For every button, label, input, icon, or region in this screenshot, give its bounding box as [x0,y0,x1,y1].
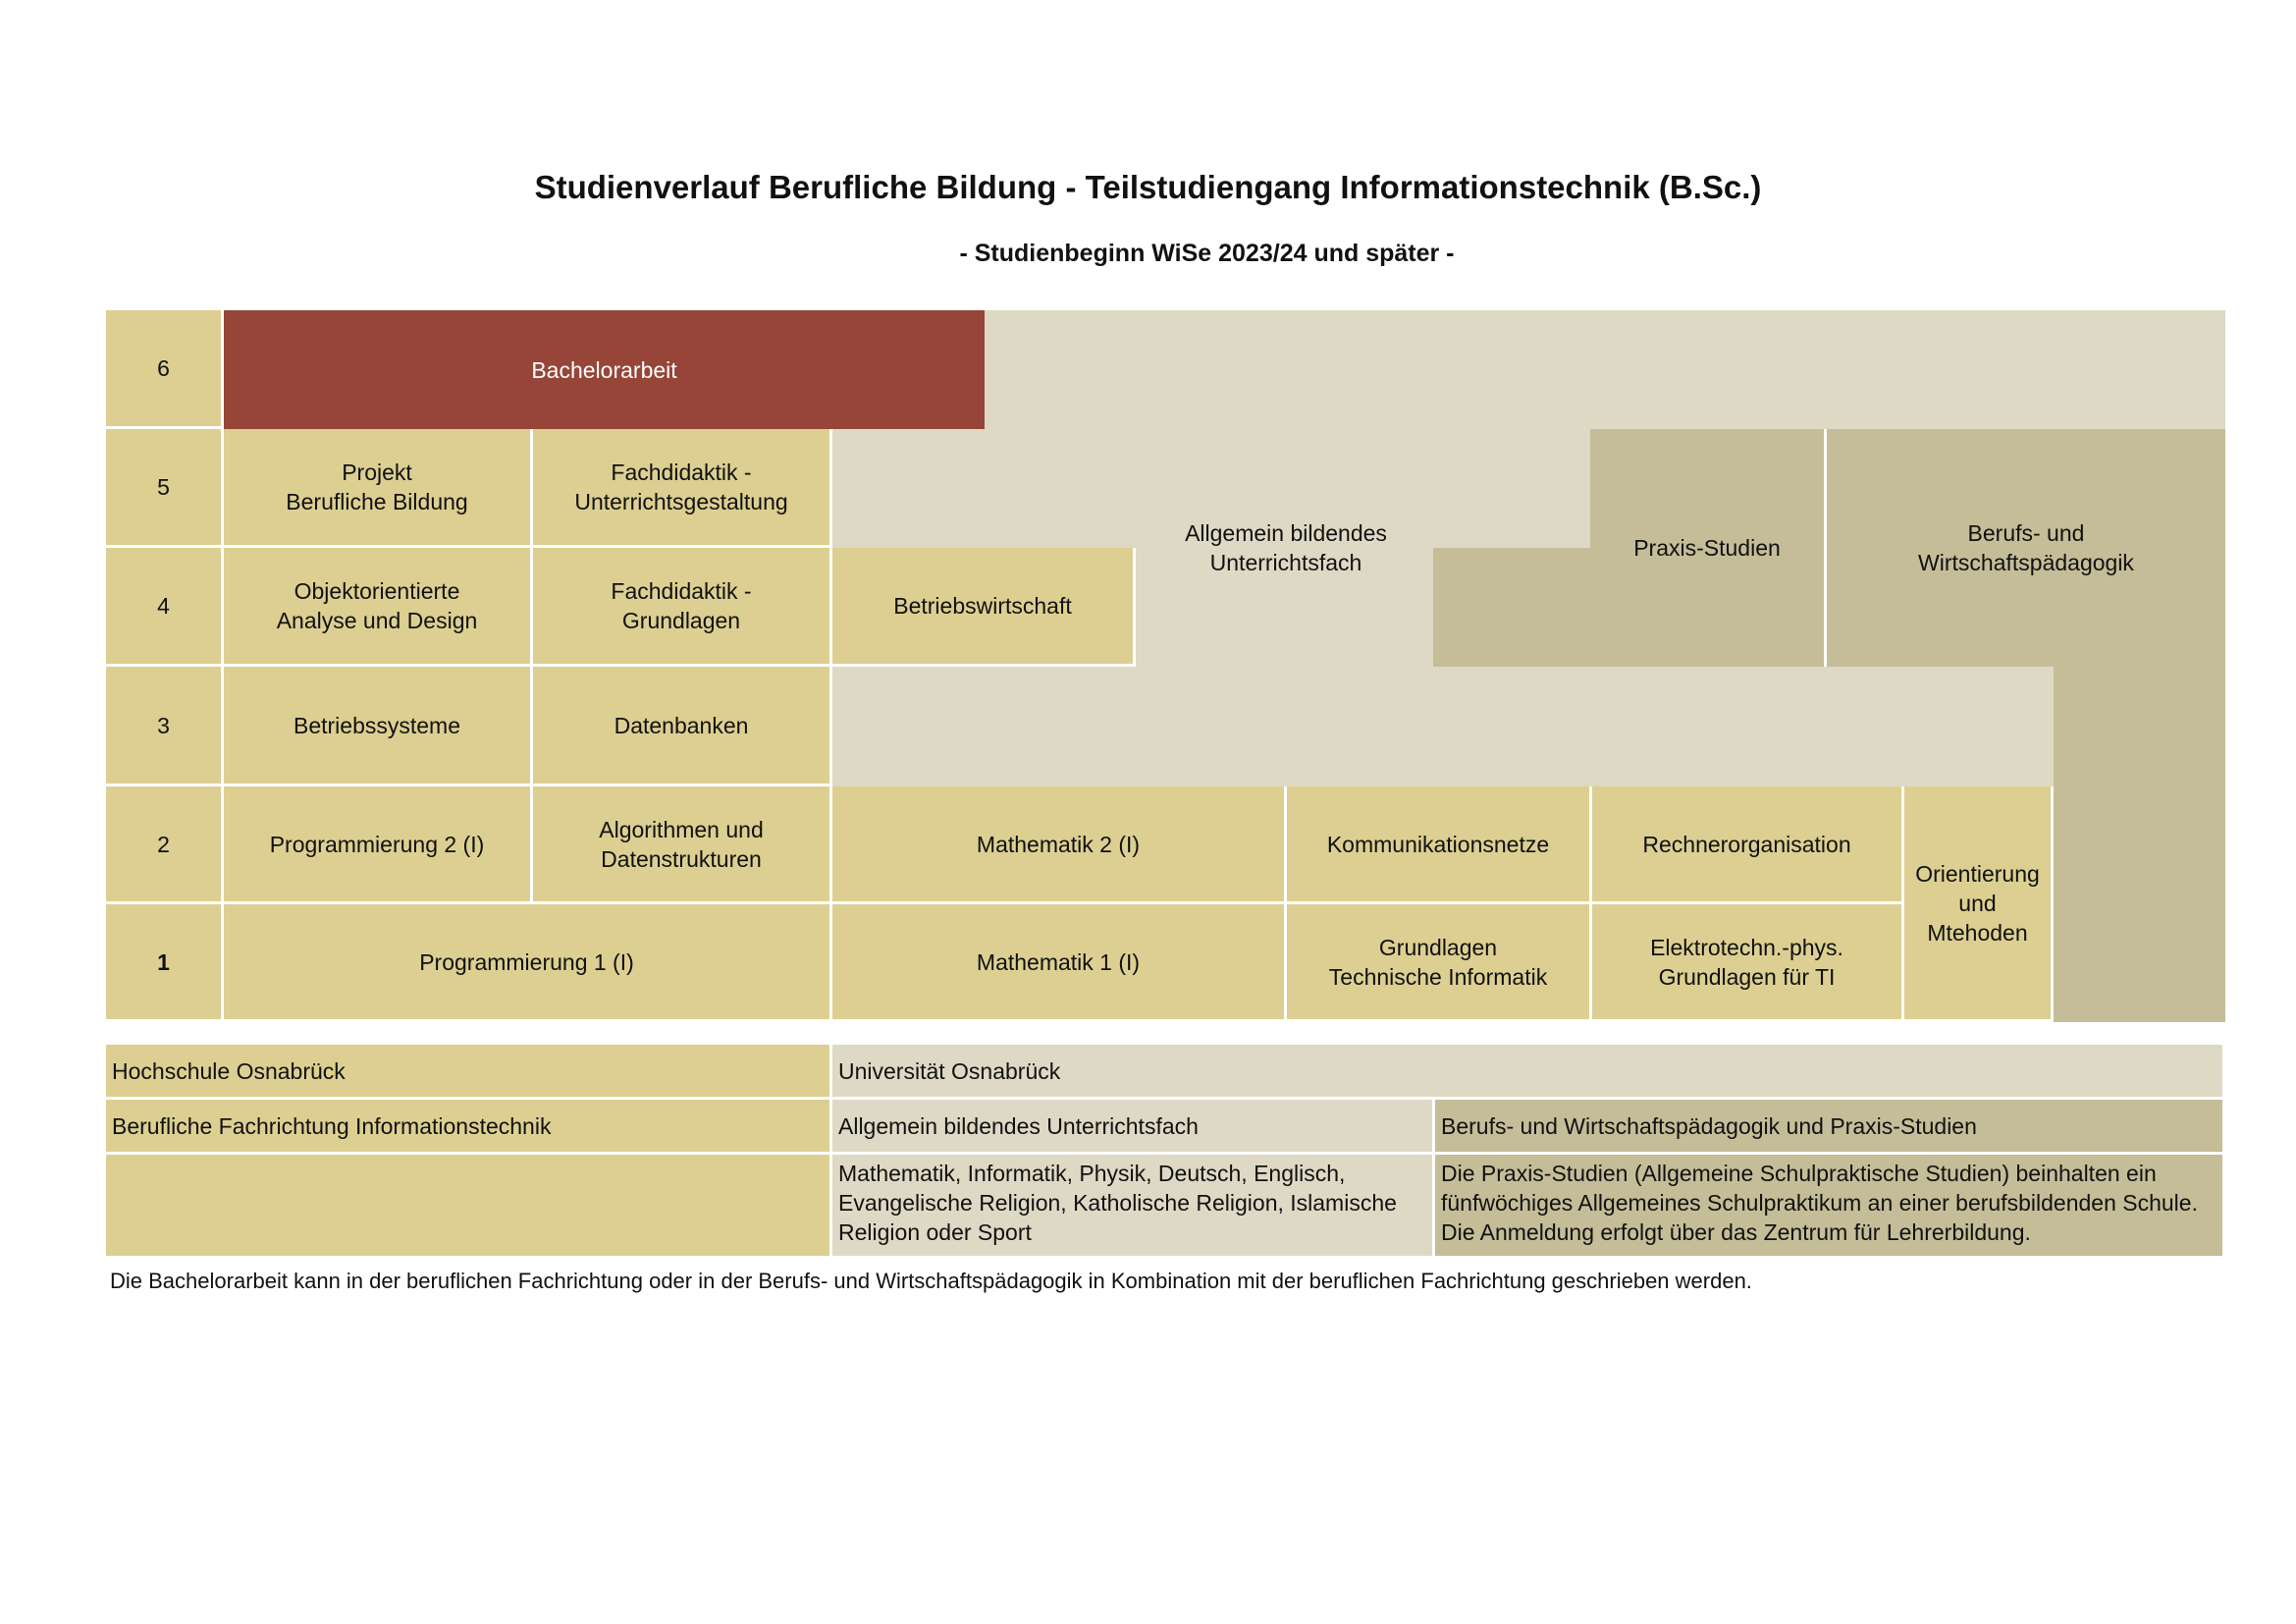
module-ooad: Objektorientierte Analyse und Design [224,548,533,667]
module-mathematik-2: Mathematik 2 (I) [832,786,1287,904]
page-title: Studienverlauf Berufliche Bildung - Teilstudiengang Informationstechnik (B.Sc.) [534,169,1762,205]
legend-universitaet: Universität Osnabrück [832,1045,2225,1100]
area-bwp-right [2054,667,2225,1022]
legend-praxis-desc: Die Praxis-Studien (Allgemeine Schulpraktische Studien) beinhalten ein fünfwöchiges Allgemeines Schulpraktikum an einer berufsbildenden Schule. Die Anmeldung erfolgt über das Zentrum für Lehrerbildung. [1435,1155,2225,1259]
page-subtitle: - Studienbeginn WiSe 2023/24 und später - [959,240,1455,267]
area-unterrichtsfach-label: Allgemein bildendes Unterrichtsfach [1185,519,1387,575]
area-berufs-wirtschaftspaedagogik: Berufs- und Wirtschaftspädagogik [1824,429,2225,667]
area-praxis-lower [1433,548,1590,667]
module-kommunikationsnetze: Kommunikationsnetze [1287,786,1592,904]
module-mathematik-1: Mathematik 1 (I) [832,904,1287,1022]
module-programmierung-2: Programmierung 2 (I) [224,786,533,904]
module-algorithmen: Algorithmen und Datenstrukturen [533,786,832,904]
semester-3: 3 [106,667,224,786]
module-programmierung-1: Programmierung 1 (I) [224,904,832,1022]
area-praxis-studien: Praxis-Studien [1590,429,1824,667]
semester-6: 6 [106,310,224,429]
legend-fachrichtung: Berufliche Fachrichtung Informationstechnik [106,1100,832,1155]
semester-4: 4 [106,548,224,667]
legend-hochschule: Hochschule Osnabrück [106,1045,832,1100]
module-fachdidaktik-unterrichtsgestaltung: Fachdidaktik - Unterrichtsgestaltung [533,429,832,548]
legend-fachrichtung-desc [106,1155,832,1259]
module-betriebswirtschaft: Betriebswirtschaft [832,548,1136,667]
semester-5: 5 [106,429,224,548]
legend-bwp-praxis: Berufs- und Wirtschaftspädagogik und Praxis-Studien [1435,1100,2225,1155]
semester-1: 1 [106,904,224,1022]
semester-2: 2 [106,786,224,904]
module-datenbanken: Datenbanken [533,667,832,786]
legend-unterrichtsfach: Allgemein bildendes Unterrichtsfach [832,1100,1435,1155]
module-bachelorarbeit: Bachelorarbeit [224,310,985,429]
legend-unterrichtsfach-desc: Mathematik, Informatik, Physik, Deutsch, Englisch, Evangelische Religion, Katholische Religion, Islamische Religion oder Sport [832,1155,1435,1259]
module-grundlagen-ti: Grundlagen Technische Informatik [1287,904,1592,1022]
module-betriebssysteme: Betriebssysteme [224,667,533,786]
footnote: Die Bachelorarbeit kann in der beruflichen Fachrichtung oder in der Berufs- und Wirtschaftspädagogik in Kombination mit der beruflichen Fachrichtung geschrieben werden. [110,1269,1752,1293]
module-orientierung-methoden: Orientierung und Mtehoden [1904,786,2054,1022]
area-unterrichtsfach-row3 [832,667,2054,786]
area-white-line-fix [985,310,2225,429]
module-elektrotechn-grundlagen: Elektrotechn.-phys. Grundlagen für TI [1592,904,1904,1022]
module-projekt: Projekt Berufliche Bildung [224,429,533,548]
module-rechnerorganisation: Rechnerorganisation [1592,786,1904,904]
module-fachdidaktik-grundlagen: Fachdidaktik - Grundlagen [533,548,832,667]
